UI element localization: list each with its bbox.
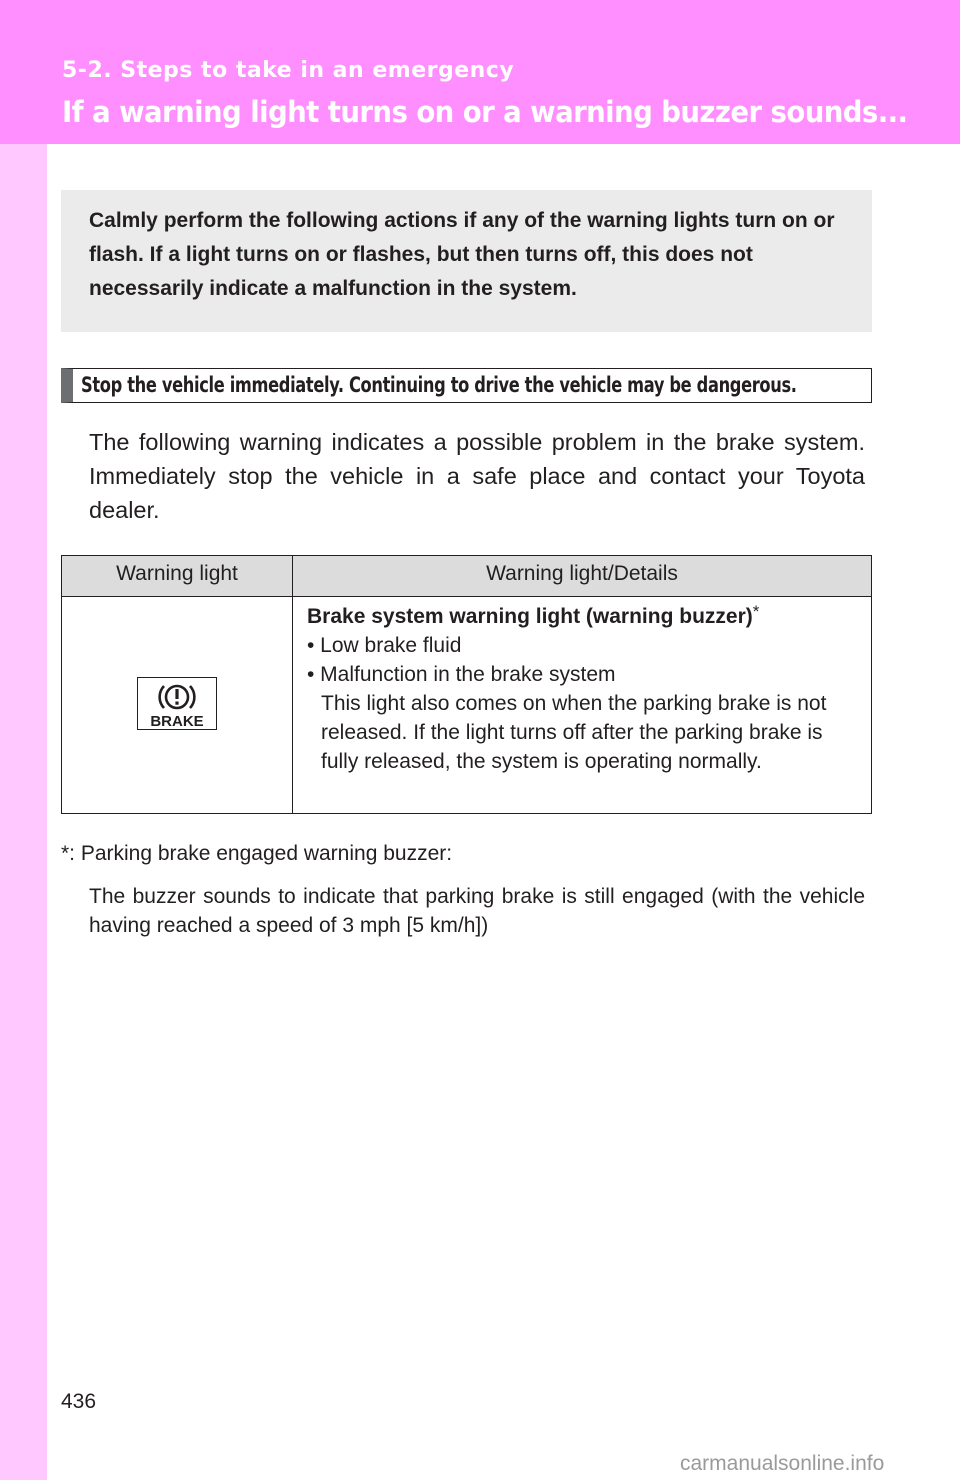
- brake-icon-label: BRAKE: [150, 712, 204, 729]
- header-details: Warning light/Details: [293, 556, 872, 597]
- footnote-text: The buzzer sounds to indicate that parking brake is still engaged (with the vehicle having reached a speed of 3 mph [5 km/h]): [89, 885, 865, 937]
- details-title: [307, 602, 861, 631]
- details-note: This light also comes on when the parking brake is not released. If the light turns off after the parking brake is fully released, the system is operating normally.: [321, 692, 827, 773]
- brake-symbol-icon: [138, 678, 216, 729]
- header-warning-light: Warning light: [62, 556, 293, 597]
- footnote-mark: *: [752, 602, 760, 621]
- section-title: 5-2. Steps to take in an emergency: [62, 58, 515, 83]
- warning-table: [61, 555, 872, 814]
- table-row: [62, 597, 872, 814]
- page-side-strip: [0, 0, 47, 1480]
- page-header: [0, 0, 960, 144]
- icon-cell: [62, 597, 293, 814]
- list-item: • Low brake fluid: [307, 634, 462, 657]
- brake-warning-icon: [137, 677, 217, 730]
- details-title-text: Brake system warning light (warning buzzer): [307, 605, 753, 628]
- caution-bar: [61, 368, 872, 403]
- page-number: 436: [61, 1390, 97, 1413]
- intro-text: Calmly perform the following actions if any of the warning lights turn on or flash. If a light turns on or flashes, but then turns off, this does not necessarily indicate a malfunction in the system.: [89, 209, 835, 300]
- intro-box: [61, 190, 872, 332]
- details-cell: [293, 597, 872, 814]
- watermark: carmanualsonline.info: [680, 1452, 885, 1475]
- list-item: • Malfunction in the brake system: [307, 663, 616, 686]
- caution-text: Stop the vehicle immediately. Continuing to drive the vehicle may be dangerous.: [81, 373, 797, 397]
- body-paragraph: The following warning indicates a possible problem in the brake system. Immediately stop the vehicle in a safe place and contact your Toyota dealer.: [89, 429, 865, 523]
- table-header-row: [62, 556, 872, 597]
- page-heading: If a warning light turns on or a warning buzzer sounds...: [62, 95, 908, 129]
- footnote-label: *: Parking brake engaged warning buzzer:: [61, 842, 453, 865]
